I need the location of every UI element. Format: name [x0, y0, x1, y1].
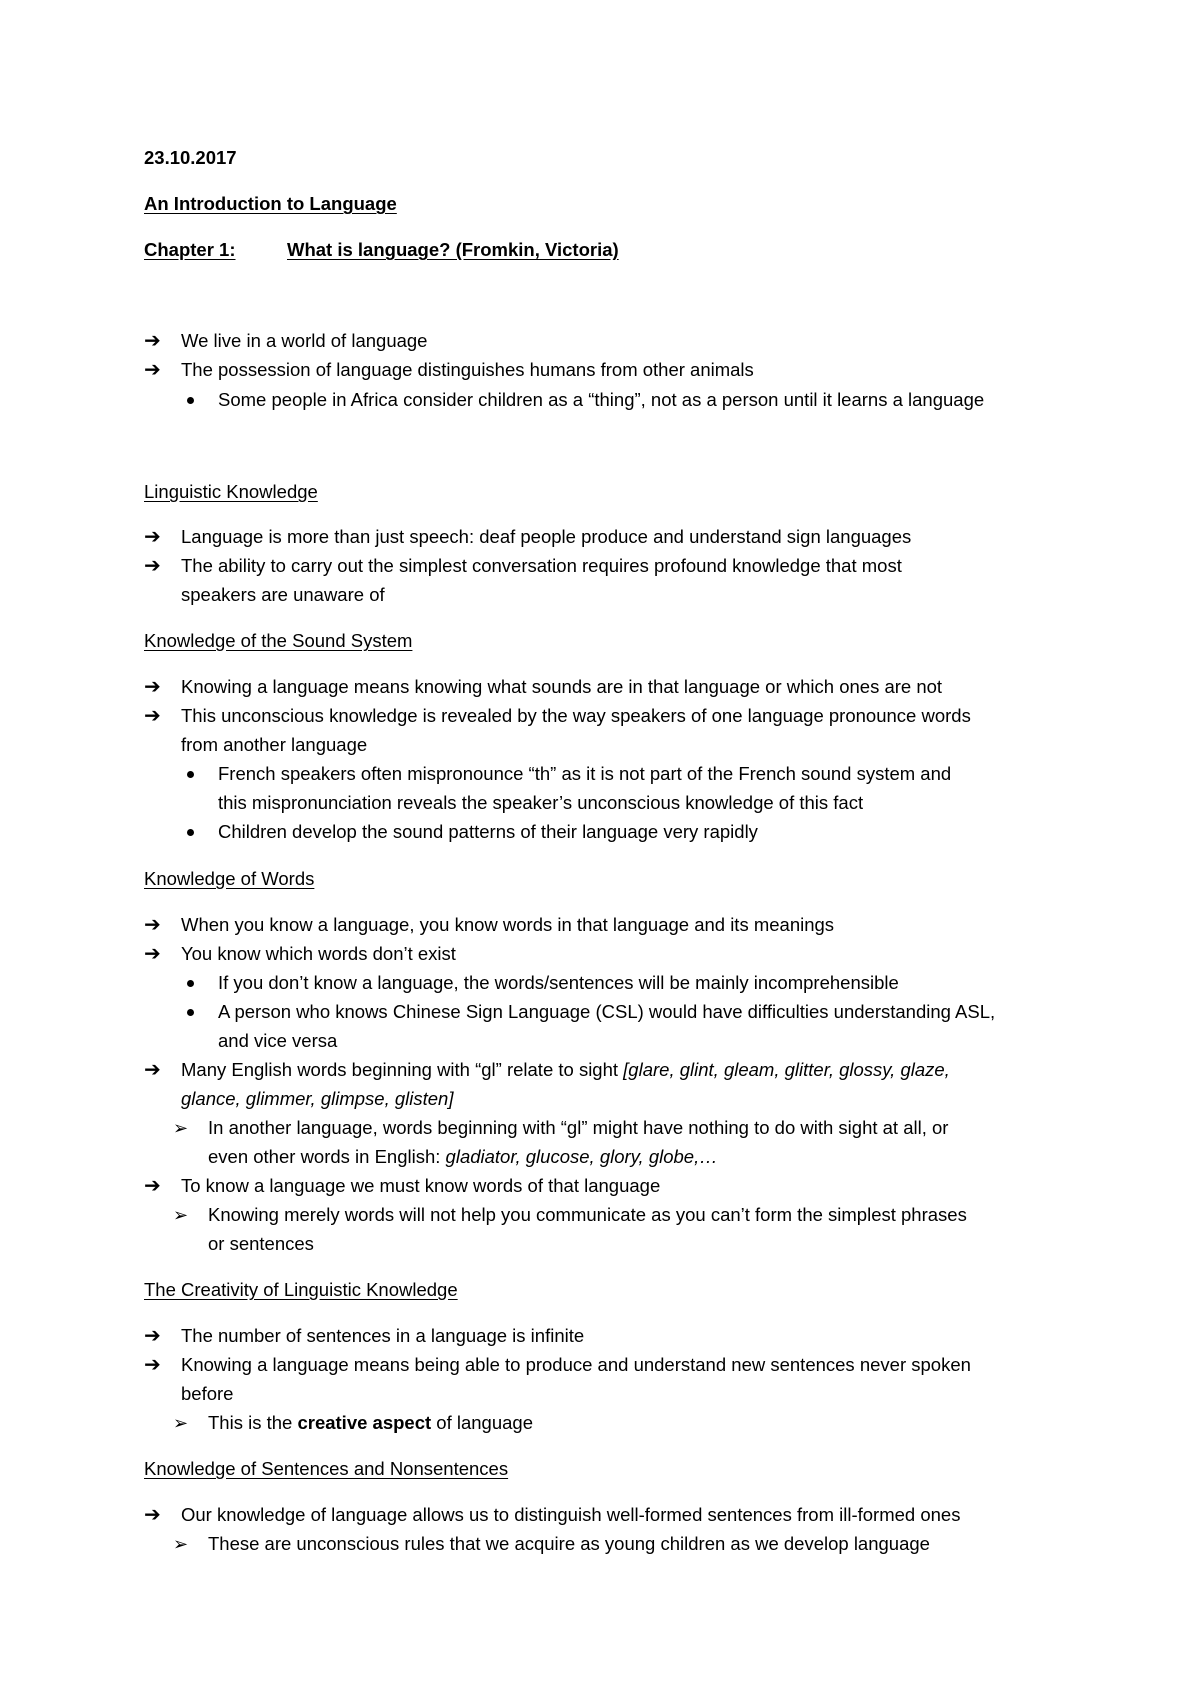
list-item-continuation: before	[181, 1383, 234, 1404]
list-item-continuation: from another language	[181, 734, 368, 755]
bullet-icon	[187, 829, 194, 836]
arrow-bullet-icon: ➔	[144, 1354, 161, 1376]
bullet-icon	[187, 980, 194, 987]
list-item: This unconscious knowledge is revealed by the way speakers of one language pronounce words	[181, 705, 971, 726]
chapter-title: What is language? (Fromkin, Victoria)	[287, 239, 619, 260]
list-item: These are unconscious rules that we acquire as young children as we develop language	[208, 1533, 930, 1554]
chevron-bullet-icon: ➢	[173, 1413, 189, 1433]
list-item: Language is more than just speech: deaf people produce and understand sign languages	[181, 526, 912, 547]
example-words: [glare, glint, gleam, glitter, glossy, glaze,	[623, 1059, 950, 1080]
arrow-bullet-icon: ➔	[144, 943, 161, 965]
list-item: We live in a world of language	[181, 330, 428, 351]
arrow-bullet-icon: ➔	[144, 914, 161, 936]
section-heading: The Creativity of Linguistic Knowledge	[144, 1279, 458, 1300]
list-item: Knowing a language means knowing what sounds are in that language or which ones are not	[181, 676, 943, 697]
list-item: The ability to carry out the simplest conversation requires profound knowledge that most	[181, 555, 902, 576]
arrow-bullet-icon: ➔	[144, 1059, 161, 1081]
list-item-text: This is the	[208, 1412, 298, 1433]
list-item-continuation: or sentences	[208, 1233, 314, 1254]
date: 23.10.2017	[144, 147, 237, 168]
bullet-icon	[187, 397, 194, 404]
list-item: Knowing a language means being able to produce and understand new sentences never spoken	[181, 1354, 971, 1375]
list-item: The possession of language distinguishes humans from other animals	[181, 359, 754, 380]
emphasis-text: creative aspect	[297, 1412, 432, 1433]
list-item-continuation: this mispronunciation reveals the speaker’s unconscious knowledge of this fact	[218, 792, 864, 813]
chapter-label: Chapter 1:	[144, 239, 236, 260]
arrow-bullet-icon: ➔	[144, 359, 161, 381]
section-heading: Linguistic Knowledge	[144, 481, 318, 502]
list-item: Knowing merely words will not help you communicate as you can’t form the simplest phrases	[208, 1204, 967, 1225]
arrow-bullet-icon: ➔	[144, 1175, 161, 1197]
list-item	[181, 1059, 950, 1081]
list-item-continuation: speakers are unaware of	[181, 584, 385, 605]
list-item: The number of sentences in a language is infinite	[181, 1325, 585, 1346]
list-item-continuation	[208, 1146, 718, 1168]
list-item: To know a language we must know words of that language	[181, 1175, 661, 1196]
list-item-text: even other words in English:	[208, 1146, 446, 1167]
list-item: In another language, words beginning with “gl” might have nothing to do with sight at all, or	[208, 1117, 949, 1138]
list-item: French speakers often mispronounce “th” as it is not part of the French sound system and	[218, 763, 952, 784]
chevron-bullet-icon: ➢	[173, 1118, 189, 1138]
arrow-bullet-icon: ➔	[144, 1325, 161, 1347]
list-item: Some people in Africa consider children as a “thing”, not as a person until it learns a language	[218, 389, 985, 410]
list-item: When you know a language, you know words in that language and its meanings	[181, 914, 835, 935]
list-item: Children develop the sound patterns of their language very rapidly	[218, 821, 758, 842]
arrow-bullet-icon: ➔	[144, 676, 161, 698]
chevron-bullet-icon: ➢	[173, 1534, 189, 1554]
arrow-bullet-icon: ➔	[144, 705, 161, 727]
list-item: You know which words don’t exist	[181, 943, 456, 964]
section-heading: Knowledge of the Sound System	[144, 630, 413, 651]
list-item: A person who knows Chinese Sign Language (CSL) would have difficulties understanding ASL,	[218, 1001, 996, 1022]
list-item-continuation: and vice versa	[218, 1030, 338, 1051]
document-title: An Introduction to Language	[144, 193, 397, 214]
list-item: If you don’t know a language, the words/sentences will be mainly incomprehensible	[218, 972, 899, 993]
bullet-icon	[187, 1009, 194, 1016]
example-words-continuation: glance, glimmer, glimpse, glisten]	[181, 1088, 454, 1109]
arrow-bullet-icon: ➔	[144, 526, 161, 548]
list-item-text: Many English words beginning with “gl” relate to sight	[181, 1059, 624, 1080]
bullet-icon	[187, 771, 194, 778]
arrow-bullet-icon: ➔	[144, 1504, 161, 1526]
example-words: gladiator, glucose, glory, globe,…	[445, 1146, 718, 1167]
arrow-bullet-icon: ➔	[144, 330, 161, 352]
list-item: Our knowledge of language allows us to distinguish well-formed sentences from ill-formed ones	[181, 1504, 961, 1525]
list-item	[208, 1412, 533, 1434]
section-heading: Knowledge of Sentences and Nonsentences	[144, 1458, 509, 1479]
chevron-bullet-icon: ➢	[173, 1205, 189, 1225]
list-item-text: of language	[431, 1412, 533, 1433]
arrow-bullet-icon: ➔	[144, 555, 161, 577]
section-heading: Knowledge of Words	[144, 868, 315, 889]
